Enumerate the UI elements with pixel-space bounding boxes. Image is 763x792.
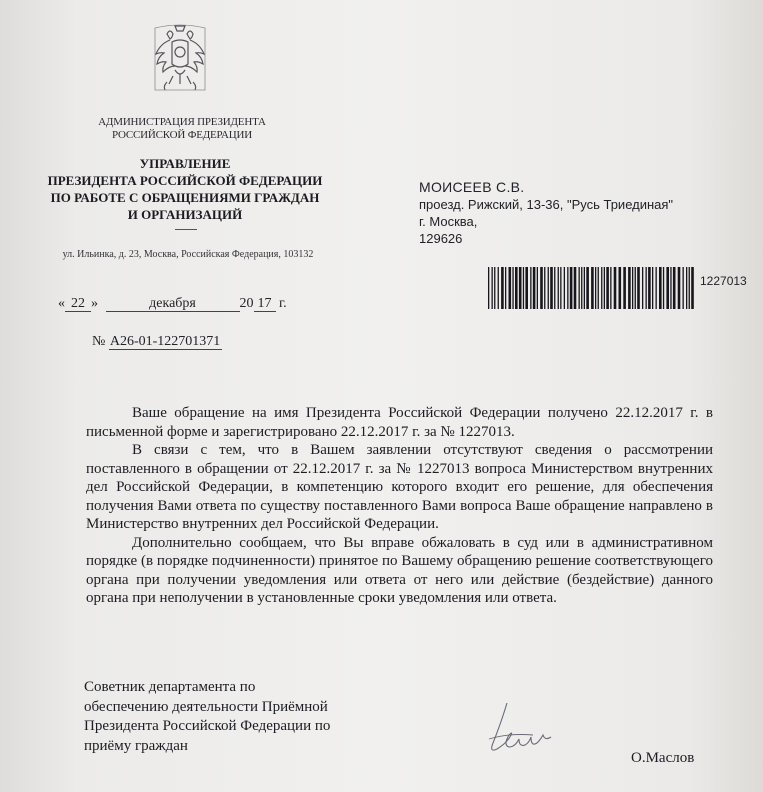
barcode-bar — [614, 267, 617, 309]
barcode-bar — [642, 267, 643, 309]
barcode-bar — [604, 267, 605, 309]
barcode-bar — [579, 267, 580, 309]
barcode-bar — [659, 267, 662, 309]
barcode-number: 1227013 — [700, 274, 747, 288]
barcode-bar — [586, 267, 589, 309]
org-line-1: АДМИНИСТРАЦИЯ ПРЕЗИДЕНТА — [98, 116, 266, 128]
department-line-1: УПРАВЛЕНИЕ — [139, 156, 231, 171]
barcode-bar — [632, 267, 633, 309]
barcode-bar — [652, 267, 653, 309]
letter-date — [58, 296, 287, 312]
barcode-bar — [560, 267, 561, 309]
recipient-address-line-3: 129626 — [419, 231, 463, 246]
barcode-bar — [663, 267, 664, 309]
barcode-bar — [635, 267, 636, 309]
barcode-bar — [519, 267, 522, 309]
registration-number — [92, 334, 222, 350]
barcode-bar — [550, 267, 553, 309]
barcode-bar — [678, 267, 681, 309]
barcode-bar — [610, 267, 611, 309]
barcode-bar — [505, 267, 506, 309]
signer-line-3: Президента Российской Федерации по — [84, 718, 331, 734]
barcode-bar — [548, 267, 549, 309]
signer-line-2: обеспечению деятельности Приёмной — [84, 698, 328, 715]
date-year-unit: г. — [279, 296, 287, 311]
recipient-address-line-1: проезд. Рижский, 13-36, "Русь Триединая" — [419, 197, 674, 212]
barcode-bar — [673, 267, 676, 309]
barcode-bar — [567, 267, 568, 309]
barcode-bar — [525, 267, 528, 309]
barcode-bar — [498, 267, 499, 309]
barcode-bar — [544, 267, 545, 309]
paragraph-1: Ваше обращение на имя Президента Российской Федерации получено 22.12.2017 г. в письменной форме и зарегистрировано 22.12.2017 г. за № 1227013. — [86, 405, 713, 440]
paragraph-3: Дополнительно сообщаем, что Вы вправе обжаловать в суд или в административном порядке (в порядке подчиненности) принятое по Вашему обращению решение соответствующего органа при получении уведомления или ответа от него или действие (бездействие) данного органа при неполучении в установленные сроки уведомления или ответа. — [86, 534, 713, 606]
barcode-bar — [595, 267, 596, 309]
barcode-bar — [494, 267, 495, 309]
barcode-bar — [648, 267, 651, 309]
signer-line-1: Советник департамента по — [84, 679, 256, 695]
department-title — [40, 155, 330, 223]
letter-body — [86, 404, 713, 608]
date-year-suffix: 17 — [254, 296, 276, 312]
barcode-bar — [537, 267, 538, 309]
header-divider — [175, 229, 197, 230]
reg-number: А26-01-122701371 — [109, 334, 221, 349]
date-close-quote: » — [91, 296, 98, 311]
signer-name: О.Маслов — [631, 750, 695, 766]
department-line-4: И ОРГАНИЗАЦИЙ — [127, 207, 243, 222]
barcode-bar — [523, 267, 524, 309]
barcode-bar — [501, 267, 504, 309]
barcode-bar — [488, 267, 489, 309]
barcode-bar — [666, 267, 669, 309]
barcode-bar — [686, 267, 687, 309]
barcode-bar — [584, 267, 585, 309]
barcode-bar — [492, 267, 493, 309]
barcode-bar — [554, 267, 555, 309]
barcode-bar — [601, 267, 602, 309]
barcode-bar — [509, 267, 512, 309]
org-address: ул. Ильинка, д. 23, Москва, Российская Федерация, 103132 — [62, 249, 314, 260]
department-line-3: ПО РАБОТЕ С ОБРАЩЕНИЯМИ ГРАЖДАН — [50, 190, 320, 205]
barcode-bar — [656, 267, 657, 309]
barcode-bar — [619, 267, 622, 309]
barcode-bar — [670, 267, 671, 309]
department-line-2: ПРЕЗИДЕНТА РОССИЙСКОЙ ФЕДЕРАЦИИ — [47, 173, 323, 188]
org-header — [88, 116, 276, 142]
recipient-name: МОИСЕЕВ С.В. — [419, 179, 525, 195]
barcode-bar — [598, 267, 599, 309]
barcode-bar — [691, 267, 694, 309]
signer-title — [84, 678, 330, 756]
barcode — [488, 267, 695, 309]
barcode-bar — [533, 267, 536, 309]
barcode-bar — [591, 267, 594, 309]
barcode-bar — [530, 267, 531, 309]
paragraph-2: В связи с тем, что в Вашем заявлении отсутствуют сведения о рассмотрении поставленного в обращении от 22.12.2017 г. за № 1227013 вопроса Министерством внутренних дел Российской Федерации, в компетенцию которого входит его решение, для обеспечения получения Вами ответа по существу поставленного Вами вопроса Ваше обращение направлено в Министерство внутренних дел Российской Федерации. — [86, 442, 713, 532]
barcode-bar — [512, 267, 513, 309]
date-day: 22 — [65, 296, 91, 312]
barcode-bar — [623, 267, 626, 309]
barcode-bar — [581, 267, 582, 309]
date-open-quote: « — [58, 296, 65, 311]
barcode-bar — [564, 267, 565, 309]
barcode-bar — [574, 267, 577, 309]
barcode-bar — [683, 267, 684, 309]
date-month: декабря — [106, 296, 240, 312]
reg-prefix: № — [92, 334, 106, 349]
barcode-bar — [570, 267, 573, 309]
handwritten-signature — [485, 695, 565, 767]
signer-line-4: приёму граждан — [84, 737, 188, 754]
barcode-bar — [515, 267, 518, 309]
barcode-bar — [637, 267, 640, 309]
date-year-prefix: 20 — [239, 296, 254, 311]
barcode-bar — [558, 267, 559, 309]
barcode-bar — [689, 267, 690, 309]
barcode-bar — [606, 267, 609, 309]
barcode-bar — [540, 267, 543, 309]
double-headed-eagle-icon — [145, 20, 215, 102]
recipient-address-line-2: г. Москва, — [419, 214, 478, 229]
barcode-bar — [646, 267, 647, 309]
barcode-bar — [628, 267, 631, 309]
recipient-block — [419, 179, 673, 247]
org-line-2: РОССИЙСКОЙ ФЕДЕРАЦИИ — [111, 129, 253, 141]
